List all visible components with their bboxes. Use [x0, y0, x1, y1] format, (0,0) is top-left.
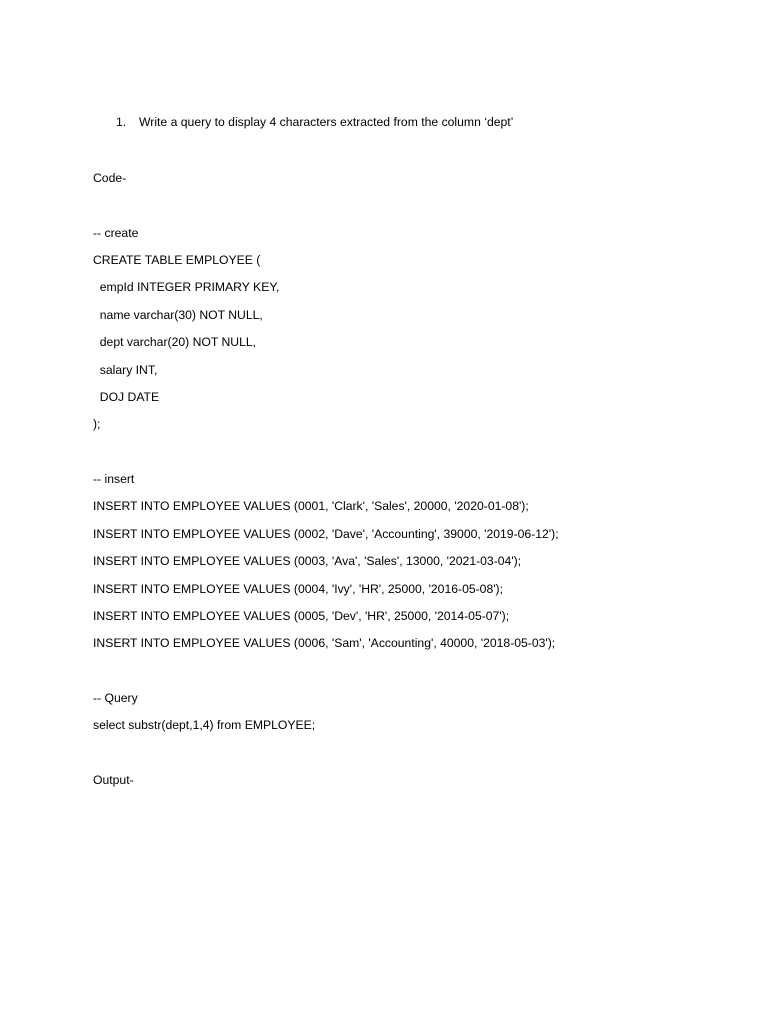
insert-comment: -- insert	[93, 472, 135, 486]
code-line: INSERT INTO EMPLOYEE VALUES (0005, 'Dev', 'HR', 25000, '2014-05-07');	[93, 609, 510, 623]
question-text: Write a query to display 4 characters extracted from the column ‘dept’	[139, 115, 514, 129]
code-line: empId INTEGER PRIMARY KEY,	[93, 280, 280, 294]
code-line: name varchar(30) NOT NULL,	[93, 308, 263, 322]
code-line: dept varchar(20) NOT NULL,	[93, 335, 257, 349]
code-line: INSERT INTO EMPLOYEE VALUES (0002, 'Dave', 'Accounting', 39000, '2019-06-12');	[93, 527, 559, 541]
code-line: INSERT INTO EMPLOYEE VALUES (0001, 'Clark', 'Sales', 20000, '2020-01-08');	[93, 499, 529, 513]
code-line: INSERT INTO EMPLOYEE VALUES (0003, 'Ava', 'Sales', 13000, '2021-03-04');	[93, 554, 522, 568]
code-line: salary INT,	[93, 363, 158, 377]
code-label: Code-	[93, 171, 127, 185]
code-line: CREATE TABLE EMPLOYEE (	[93, 253, 261, 267]
question-item	[116, 115, 513, 129]
code-line: select substr(dept,1,4) from EMPLOYEE;	[93, 718, 316, 732]
question-number: 1.	[116, 115, 127, 129]
code-line: INSERT INTO EMPLOYEE VALUES (0004, 'Ivy', 'HR', 25000, '2016-05-08');	[93, 582, 504, 596]
code-line: INSERT INTO EMPLOYEE VALUES (0006, 'Sam', 'Accounting', 40000, '2018-05-03');	[93, 636, 556, 650]
output-label: Output-	[93, 773, 134, 787]
create-comment: -- create	[93, 226, 139, 240]
code-line: );	[93, 417, 101, 431]
query-comment: -- Query	[93, 691, 138, 705]
code-line: DOJ DATE	[93, 390, 160, 404]
